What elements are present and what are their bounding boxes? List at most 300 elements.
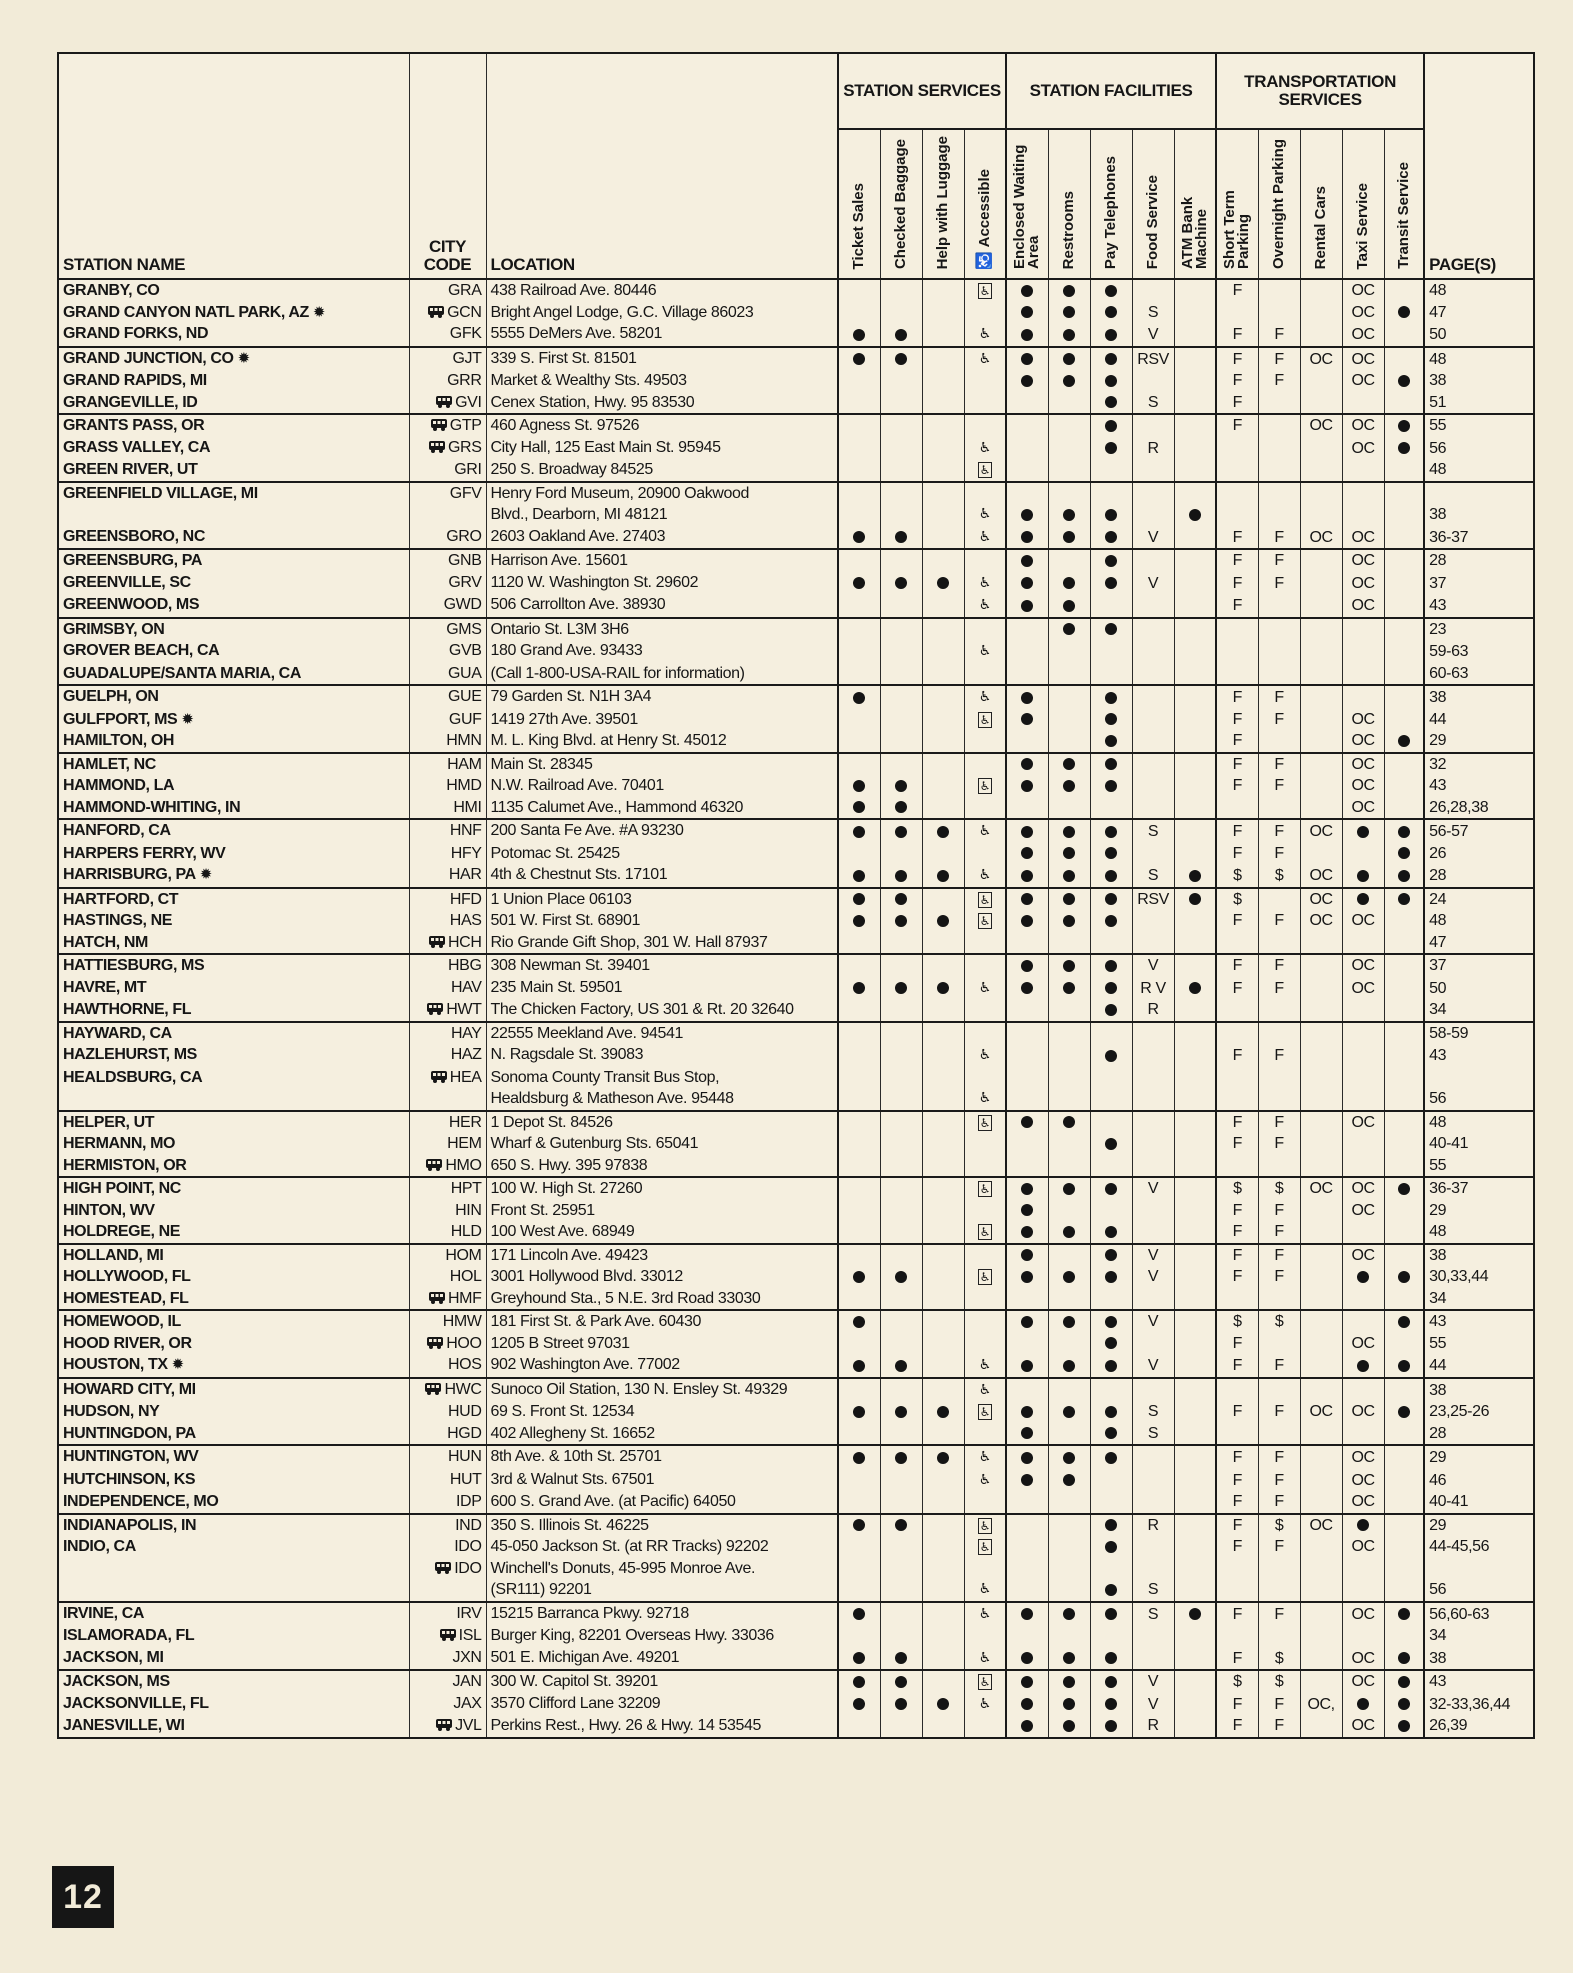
service-cell: [922, 1558, 964, 1602]
service-cell: [1090, 1378, 1132, 1402]
service-cell: [1048, 1423, 1090, 1446]
service-cell: [1300, 302, 1342, 324]
city-code: IRV: [456, 1604, 482, 1622]
dot-icon: [895, 353, 907, 365]
service-cell: [922, 618, 964, 641]
service-cell: [1090, 843, 1132, 865]
pages-cell: [1424, 819, 1534, 843]
service-cell: [922, 1625, 964, 1647]
dot-icon: [1063, 826, 1075, 838]
service-cell: [1006, 1333, 1048, 1355]
service-cell: [838, 279, 880, 302]
station-name: HERMANN, MO: [63, 1135, 176, 1152]
service-cell: [838, 1423, 880, 1446]
service-cell: [1006, 1491, 1048, 1514]
station-name-cell: [58, 1715, 409, 1738]
location-cell: [486, 685, 838, 709]
service-cell: [1006, 910, 1048, 932]
service-cell: [922, 1445, 964, 1469]
city-code-cell: [409, 1536, 486, 1558]
service-cell: [1090, 1133, 1132, 1155]
service-cell: [922, 482, 964, 526]
station-name-cell: [58, 279, 409, 302]
service-cell: [1048, 954, 1090, 977]
service-cell: [1342, 954, 1384, 977]
service-cell: [922, 392, 964, 415]
service-cell: [838, 1111, 880, 1134]
pages: 38: [1429, 1381, 1447, 1399]
service-cell: [1300, 1044, 1342, 1067]
service-cell: [838, 1200, 880, 1222]
service-cell: [1132, 323, 1174, 347]
location-text: Perkins Rest., Hwy. 26 & Hwy. 14 53545: [490, 1717, 762, 1734]
service-code: OC: [1351, 597, 1375, 614]
service-cell: [1174, 1514, 1216, 1537]
service-cell: [1090, 1200, 1132, 1222]
service-cell: [1132, 888, 1174, 911]
service-code: RSV: [1137, 890, 1169, 908]
table-row: [58, 954, 1534, 977]
service-cell: [880, 775, 922, 797]
service-cell: [1384, 1067, 1424, 1111]
service-cell: [1216, 954, 1258, 977]
service-cell: [1132, 414, 1174, 437]
city-code: HIN: [455, 1201, 482, 1219]
service-cell: [1048, 1670, 1090, 1693]
service-code: OC: [1351, 303, 1375, 321]
service-cell: [1216, 1378, 1258, 1402]
location-cell: [486, 1310, 838, 1333]
station-name-cell: [58, 1333, 409, 1355]
location-cell: [486, 1022, 838, 1045]
service-cell: [1384, 1514, 1424, 1537]
station-name-cell: [58, 302, 409, 324]
service-cell: [1300, 1445, 1342, 1469]
service-cell: [1216, 843, 1258, 865]
service-cell: [838, 1022, 880, 1045]
service-cell: [1132, 1111, 1174, 1134]
service-cell: [1090, 999, 1132, 1022]
service-cell: [922, 730, 964, 753]
service-cell: [1174, 775, 1216, 797]
location-text: 402 Allegheny St. 16652: [490, 1424, 655, 1442]
dot-icon: [1105, 1698, 1117, 1710]
service-cell: [1048, 437, 1090, 460]
dot-icon: [1063, 1183, 1075, 1195]
service-cell: [964, 482, 1006, 526]
service-cell: [964, 685, 1006, 709]
service-cell: [922, 864, 964, 888]
service-cell: [1090, 1558, 1132, 1602]
location-text: Henry Ford Museum, 20900 Oakwood: [490, 484, 749, 502]
service-cell: [1342, 1558, 1384, 1602]
service-code: F: [1274, 1047, 1284, 1064]
city-code: JXN: [452, 1648, 482, 1666]
service-cell: [1384, 1602, 1424, 1626]
station-name: HAMMOND-WHITING, IN: [63, 798, 241, 816]
service-code: R: [1147, 1717, 1159, 1734]
service-cell: [964, 753, 1006, 776]
station-name-cell: [58, 1177, 409, 1200]
dot-icon: [1357, 1271, 1369, 1283]
service-cell: [838, 618, 880, 641]
station-name-cell: [58, 1491, 409, 1514]
pages: 40-41: [1429, 1135, 1469, 1152]
pages-cell: [1424, 1670, 1534, 1693]
dot-icon: [1021, 960, 1033, 972]
city-code: HEM: [447, 1135, 482, 1152]
city-code: HOS: [448, 1356, 482, 1373]
location-cell: [486, 1445, 838, 1469]
column-header-label: Rental Cars: [1312, 185, 1330, 269]
service-cell: [1300, 709, 1342, 731]
service-cell: [1384, 640, 1424, 663]
service-cell: [880, 797, 922, 820]
pages-cell: [1424, 663, 1534, 686]
pages: 50: [1429, 326, 1447, 343]
service-cell: [1006, 572, 1048, 595]
service-cell: [1006, 392, 1048, 415]
table-row: [58, 1133, 1534, 1155]
service-code: OC: [1351, 1180, 1375, 1197]
service-cell: [1174, 864, 1216, 888]
service-cell: [1258, 414, 1300, 437]
service-code: $: [1233, 867, 1242, 884]
service-cell: [838, 1536, 880, 1558]
station-name: GRANBY, CO: [63, 282, 160, 299]
dot-icon: [1398, 375, 1410, 387]
service-cell: [838, 999, 880, 1022]
service-cell: [1174, 526, 1216, 550]
station-name: GRAND CANYON NATL PARK, AZ: [63, 303, 309, 321]
dot-icon: [1105, 1676, 1117, 1688]
station-name-cell: [58, 572, 409, 595]
service-cell: [1342, 1200, 1384, 1222]
service-cell: [1216, 864, 1258, 888]
dot-icon: [895, 801, 907, 813]
pages-cell: [1424, 1469, 1534, 1492]
service-cell: [1342, 1647, 1384, 1671]
service-code: F: [1232, 979, 1243, 997]
service-cell: [964, 730, 1006, 753]
service-cell: [1384, 1491, 1424, 1514]
service-cell: [1090, 977, 1132, 1000]
station-name: INDEPENDENCE, MO: [63, 1493, 219, 1510]
dot-icon: [853, 1360, 865, 1372]
city-code: GRS: [448, 438, 482, 456]
service-cell: [880, 640, 922, 663]
city-code: HOM: [445, 1246, 482, 1264]
service-cell: [1174, 1536, 1216, 1558]
service-cell: [1342, 999, 1384, 1022]
dot-icon: [895, 982, 907, 994]
service-cell: [922, 1491, 964, 1514]
service-cell: [1258, 999, 1300, 1022]
service-cell: [880, 1354, 922, 1378]
service-cell: [1300, 549, 1342, 572]
service-cell: [1258, 1044, 1300, 1067]
city-code: GMS: [446, 620, 482, 638]
service-cell: [1090, 1177, 1132, 1200]
station-name-cell: [58, 1044, 409, 1067]
service-cell: [1048, 1378, 1090, 1402]
service-cell: [1174, 1310, 1216, 1333]
service-cell: [880, 663, 922, 686]
table-row: [58, 1221, 1534, 1244]
accessible-boxed-icon: ♿: [979, 284, 990, 298]
service-cell: [1048, 572, 1090, 595]
location-cell: [486, 730, 838, 753]
city-code-cell: [409, 1044, 486, 1067]
service-cell: [1384, 437, 1424, 460]
service-cell: [922, 775, 964, 797]
service-cell: [1342, 1067, 1384, 1111]
service-cell: [1258, 932, 1300, 955]
service-cell: [880, 1221, 922, 1244]
location-text: 501 W. First St. 68901: [490, 912, 640, 929]
service-cell: [1090, 819, 1132, 843]
service-code: F: [1274, 1113, 1284, 1131]
table-row: [58, 843, 1534, 865]
service-cell: [838, 392, 880, 415]
station-name: HAMMOND, LA: [63, 777, 175, 794]
service-cell: [880, 977, 922, 1000]
service-cell: [880, 843, 922, 865]
station-name: GUADALUPE/SANTA MARIA, CA: [63, 664, 301, 682]
city-code: JVL: [455, 1717, 482, 1734]
bus-icon: [427, 1000, 443, 1012]
service-cell: [922, 370, 964, 392]
service-cell: [964, 1022, 1006, 1045]
service-cell: [1174, 1111, 1216, 1134]
service-cell: [1174, 279, 1216, 302]
service-cell: [1216, 1200, 1258, 1222]
station-name-cell: [58, 482, 409, 526]
service-cell: [1258, 594, 1300, 618]
pages-cell: [1424, 1310, 1534, 1333]
service-cell: [1090, 1670, 1132, 1693]
table-row: [58, 1625, 1534, 1647]
location-text: (Call 1-800-USA-RAIL for information): [490, 664, 745, 682]
service-cell: [1384, 1536, 1424, 1558]
city-code: HAY: [450, 1024, 482, 1042]
dot-icon: [1021, 1226, 1033, 1238]
pages: 37: [1429, 574, 1447, 592]
dot-icon: [1063, 375, 1075, 387]
service-cell: [1216, 549, 1258, 572]
service-cell: [1132, 932, 1174, 955]
dot-icon: [1021, 1720, 1033, 1732]
service-cell: [1006, 370, 1048, 392]
service-cell: [964, 999, 1006, 1022]
service-cell: [1300, 753, 1342, 776]
service-cell: [1090, 1401, 1132, 1423]
service-cell: [838, 549, 880, 572]
service-cell: [1048, 663, 1090, 686]
bus-icon: [429, 438, 445, 450]
station-name: JACKSON, MS: [63, 1673, 170, 1690]
service-cell: [1174, 797, 1216, 820]
table-row: [58, 819, 1534, 843]
dot-icon: [1189, 870, 1201, 882]
service-cell: [838, 1310, 880, 1333]
dot-icon: [1063, 1676, 1075, 1688]
service-cell: [1216, 1670, 1258, 1693]
service-cell: [922, 1266, 964, 1288]
service-code: OC: [1309, 350, 1333, 368]
service-cell: [1300, 1670, 1342, 1693]
bus-icon: [436, 1716, 452, 1728]
service-code: OC: [1351, 1449, 1375, 1466]
column-header: [1132, 129, 1174, 279]
service-code: V: [1147, 1673, 1159, 1690]
service-cell: [1132, 864, 1174, 888]
city-code-cell: [409, 572, 486, 595]
dot-icon: [1021, 847, 1033, 859]
service-code: F: [1232, 1403, 1243, 1420]
service-cell: [1174, 1423, 1216, 1446]
service-cell: [1342, 1469, 1384, 1492]
service-cell: [1006, 279, 1048, 302]
service-cell: [880, 1044, 922, 1067]
service-code: OC: [1351, 777, 1375, 794]
dot-icon: [1105, 1316, 1117, 1328]
bus-icon: [429, 933, 445, 945]
service-code: F: [1274, 1471, 1284, 1489]
service-code: F: [1232, 732, 1243, 749]
service-cell: [1216, 1625, 1258, 1647]
service-code: $: [1233, 1673, 1242, 1690]
dot-icon: [1063, 758, 1075, 770]
station-name-cell: [58, 1423, 409, 1446]
dot-icon: [1021, 1427, 1033, 1439]
service-code: F: [1232, 1113, 1243, 1131]
service-cell: [1300, 1200, 1342, 1222]
city-code-cell: [409, 954, 486, 977]
dot-icon: [1021, 1698, 1033, 1710]
service-cell: [1048, 709, 1090, 731]
service-code: OC: [1351, 326, 1375, 343]
service-cell: [838, 1133, 880, 1155]
dot-icon: [1398, 1720, 1410, 1732]
dot-icon: [1063, 1474, 1075, 1486]
table-row: [58, 864, 1534, 888]
service-cell: [1006, 594, 1048, 618]
service-code: RSV: [1137, 350, 1169, 368]
service-cell: [1342, 819, 1384, 843]
station-name-cell: [58, 1625, 409, 1647]
service-cell: [964, 797, 1006, 820]
service-cell: [1342, 1536, 1384, 1558]
dot-icon: [1105, 915, 1117, 927]
service-cell: [1258, 1354, 1300, 1378]
service-cell: [1258, 459, 1300, 482]
pages-cell: [1424, 594, 1534, 618]
service-cell: [1174, 459, 1216, 482]
location-text: 1419 27th Ave. 39501: [490, 710, 638, 728]
city-code: HAM: [447, 755, 482, 773]
service-cell: [1006, 1067, 1048, 1111]
service-cell: [922, 526, 964, 550]
table-row: [58, 888, 1534, 911]
station-name-cell: [58, 1155, 409, 1178]
service-cell: [1132, 437, 1174, 460]
location-cell: [486, 1067, 838, 1111]
station-name: GRASS VALLEY, CA: [63, 438, 211, 456]
service-code: R V: [1140, 979, 1166, 997]
service-cell: [1258, 1491, 1300, 1514]
service-cell: [880, 347, 922, 371]
service-cell: [1132, 1715, 1174, 1738]
service-cell: [1174, 549, 1216, 572]
service-cell: [1048, 819, 1090, 843]
station-name: HOWARD CITY, MI: [63, 1380, 196, 1398]
service-cell: [1300, 1378, 1342, 1402]
service-cell: [1216, 1177, 1258, 1200]
station-name: HELPER, UT: [63, 1113, 155, 1131]
service-cell: [922, 1244, 964, 1267]
service-cell: [1090, 932, 1132, 955]
service-cell: [1384, 954, 1424, 977]
service-cell: [1132, 730, 1174, 753]
pages-cell: [1424, 482, 1534, 526]
location-text: Harrison Ave. 15601: [490, 552, 628, 569]
service-cell: [922, 302, 964, 324]
service-cell: [1132, 1221, 1174, 1244]
pages-cell: [1424, 1044, 1534, 1067]
location-cell: [486, 1288, 838, 1311]
pages-cell: [1424, 392, 1534, 415]
service-cell: [1006, 888, 1048, 911]
dot-icon: [1021, 982, 1033, 994]
service-cell: [880, 1469, 922, 1492]
service-code: F: [1232, 597, 1243, 614]
location-text: Greyhound Sta., 5 N.E. 3rd Road 33030: [490, 1289, 761, 1307]
location-cell: [486, 864, 838, 888]
column-header-label: Food Service: [1144, 174, 1162, 269]
service-cell: [1174, 302, 1216, 324]
service-cell: [1132, 1333, 1174, 1355]
service-cell: [964, 1469, 1006, 1492]
dot-icon: [1357, 893, 1369, 905]
service-cell: [1216, 1244, 1258, 1267]
city-code: GRV: [448, 573, 482, 591]
station-name-cell: [58, 932, 409, 955]
service-code: OC: [1351, 1605, 1375, 1623]
dot-icon: [1105, 1360, 1117, 1372]
service-cell: [1216, 1647, 1258, 1671]
service-code: OC: [1351, 912, 1375, 929]
pages-cell: [1424, 999, 1534, 1022]
accessible-icon: ♿: [978, 1047, 991, 1063]
service-code: F: [1232, 1223, 1243, 1240]
service-cell: [880, 437, 922, 460]
service-cell: [880, 572, 922, 595]
location-text: 45-050 Jackson St. (at RR Tracks) 92202: [490, 1538, 769, 1555]
service-cell: [1300, 594, 1342, 618]
service-cell: [922, 459, 964, 482]
service-cell: [1174, 1378, 1216, 1402]
service-code: V: [1147, 1180, 1159, 1197]
service-cell: [1090, 1044, 1132, 1067]
service-cell: [1258, 1244, 1300, 1267]
station-name: HOLDREGE, NE: [63, 1223, 180, 1240]
pages: 37: [1429, 957, 1447, 974]
pages: 44-45,56: [1429, 1538, 1490, 1555]
pages-cell: [1424, 730, 1534, 753]
service-code: S: [1147, 823, 1159, 840]
dot-icon: [937, 870, 949, 882]
